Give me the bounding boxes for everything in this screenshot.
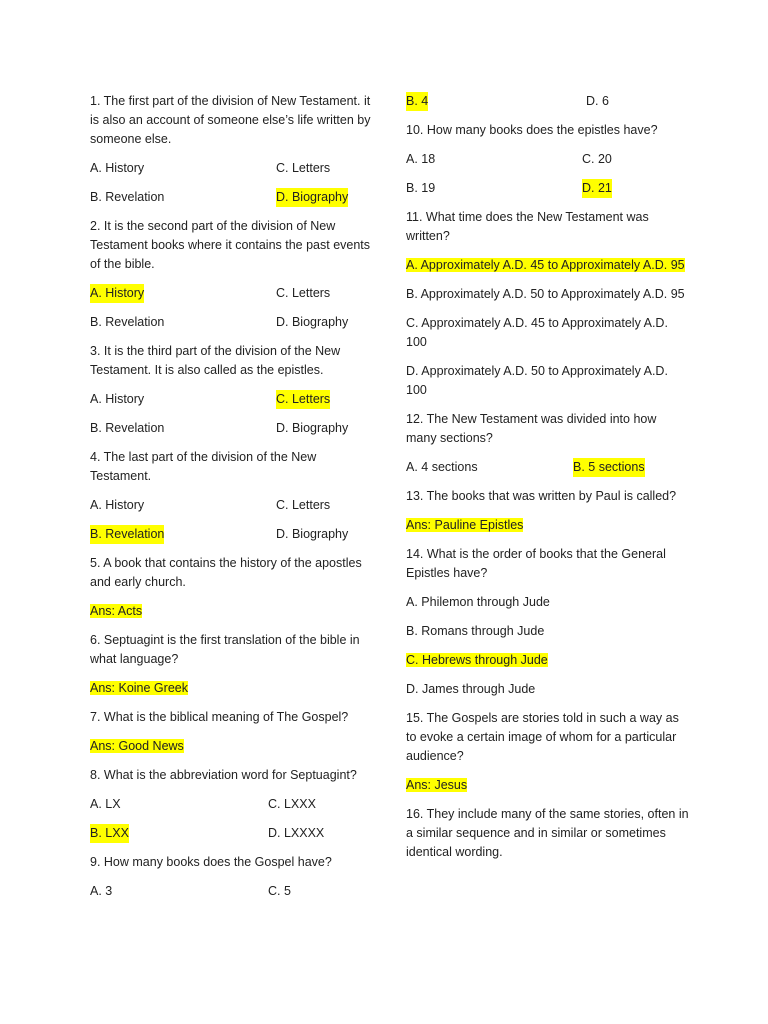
answer-line <box>90 737 372 756</box>
option: A. LX <box>90 797 121 811</box>
options-row <box>90 824 372 843</box>
options-row <box>90 284 372 303</box>
options-row <box>90 795 372 814</box>
option: A. History <box>90 161 145 175</box>
answer-line <box>406 651 690 670</box>
question-4: 4. The last part of the division of the New Testament. <box>90 450 317 483</box>
options-row <box>90 159 372 178</box>
question-6: 6. Septuagint is the first translation of the bible in what language? <box>90 633 360 666</box>
option: C. Approximately A.D. 45 to Approximately A.D. 100 <box>406 316 668 349</box>
answer-line <box>406 516 690 535</box>
options-row <box>90 313 372 332</box>
options-row <box>406 150 690 169</box>
option: C. 20 <box>582 152 612 166</box>
option: B. Romans through Jude <box>406 624 545 638</box>
answer-highlight: B. Revelation <box>90 525 164 544</box>
options-row <box>90 525 372 544</box>
answer-highlight: Ans: Acts <box>90 604 143 618</box>
option: D. Approximately A.D. 50 to Approximately A.D. 100 <box>406 364 668 397</box>
answer-line <box>406 256 690 275</box>
option: A. 18 <box>406 152 436 166</box>
answer-line <box>90 679 372 698</box>
question-15: 15. The Gospels are stories told in such a way as to evoke a certain image of whom for a particular audience? <box>406 711 679 763</box>
option: B. Revelation <box>90 421 165 435</box>
answer-highlight: A. Approximately A.D. 45 to Approximately A.D. 95 <box>406 258 685 272</box>
option: B. Revelation <box>90 190 165 204</box>
question-10: 10. How many books does the epistles have? <box>406 123 658 137</box>
answer-line <box>90 602 372 621</box>
option: D. James through Jude <box>406 682 536 696</box>
options-row <box>406 179 690 198</box>
question-9: 9. How many books does the Gospel have? <box>90 855 332 869</box>
option: C. 5 <box>268 884 291 898</box>
option: B. Approximately A.D. 50 to Approximately A.D. 95 <box>406 287 685 301</box>
question-3: 3. It is the third part of the division of the New Testament. It is also called as the epistles. <box>90 344 341 377</box>
answer-highlight: Ans: Jesus <box>406 778 468 792</box>
question-12: 12. The New Testament was divided into how many sections? <box>406 412 657 445</box>
option: C. LXXX <box>268 797 316 811</box>
options-row <box>90 188 372 207</box>
option: A. Philemon through Jude <box>406 595 550 609</box>
answer-highlight: Ans: Pauline Epistles <box>406 518 524 532</box>
question-16: 16. They include many of the same stories, often in a similar sequence and in similar or sometimes identical wording. <box>406 807 689 859</box>
option: D. Biography <box>276 421 349 435</box>
option: D. 6 <box>586 94 609 108</box>
option: A. 4 sections <box>406 460 478 474</box>
option: B. Revelation <box>90 315 165 329</box>
left-column <box>90 92 372 911</box>
question-1: 1. The first part of the division of New Testament. it is also an account of someone else’s life written by someone else. <box>90 94 371 146</box>
answer-highlight: B. 5 sections <box>573 458 645 477</box>
question-13: 13. The books that was written by Paul is called? <box>406 489 677 503</box>
answer-highlight: C. Letters <box>276 390 330 409</box>
option: A. History <box>90 498 145 512</box>
answer-line <box>406 776 690 795</box>
option: A. 3 <box>90 884 113 898</box>
right-column <box>406 92 690 872</box>
answer-highlight: C. Hebrews through Jude <box>406 653 548 667</box>
answer-highlight: B. LXX <box>90 824 129 843</box>
option: B. 19 <box>406 181 436 195</box>
answer-highlight: B. 4 <box>406 92 428 111</box>
options-row <box>90 496 372 515</box>
answer-highlight: D. 21 <box>582 179 612 198</box>
options-row <box>90 390 372 409</box>
options-row <box>90 882 372 901</box>
answer-highlight: A. History <box>90 284 144 303</box>
answer-highlight: Ans: Koine Greek <box>90 681 188 695</box>
options-row <box>406 458 690 477</box>
option: C. Letters <box>276 498 331 512</box>
option: A. History <box>90 392 145 406</box>
options-row <box>406 92 690 111</box>
option: D. Biography <box>276 527 349 541</box>
options-row <box>90 419 372 438</box>
question-8: 8. What is the abbreviation word for Septuagint? <box>90 768 357 782</box>
question-2: 2. It is the second part of the division of New Testament books where it contains the past events of the bible. <box>90 219 371 271</box>
answer-highlight: D. Biography <box>276 188 348 207</box>
question-11: 11. What time does the New Testament was written? <box>406 210 649 243</box>
answer-highlight: Ans: Good News <box>90 739 184 753</box>
question-14: 14. What is the order of books that the General Epistles have? <box>406 547 666 580</box>
question-7: 7. What is the biblical meaning of The Gospel? <box>90 710 349 724</box>
option: D. LXXXX <box>268 826 325 840</box>
question-5: 5. A book that contains the history of the apostles and early church. <box>90 556 362 589</box>
option: D. Biography <box>276 315 349 329</box>
option: C. Letters <box>276 161 331 175</box>
option: C. Letters <box>276 286 331 300</box>
